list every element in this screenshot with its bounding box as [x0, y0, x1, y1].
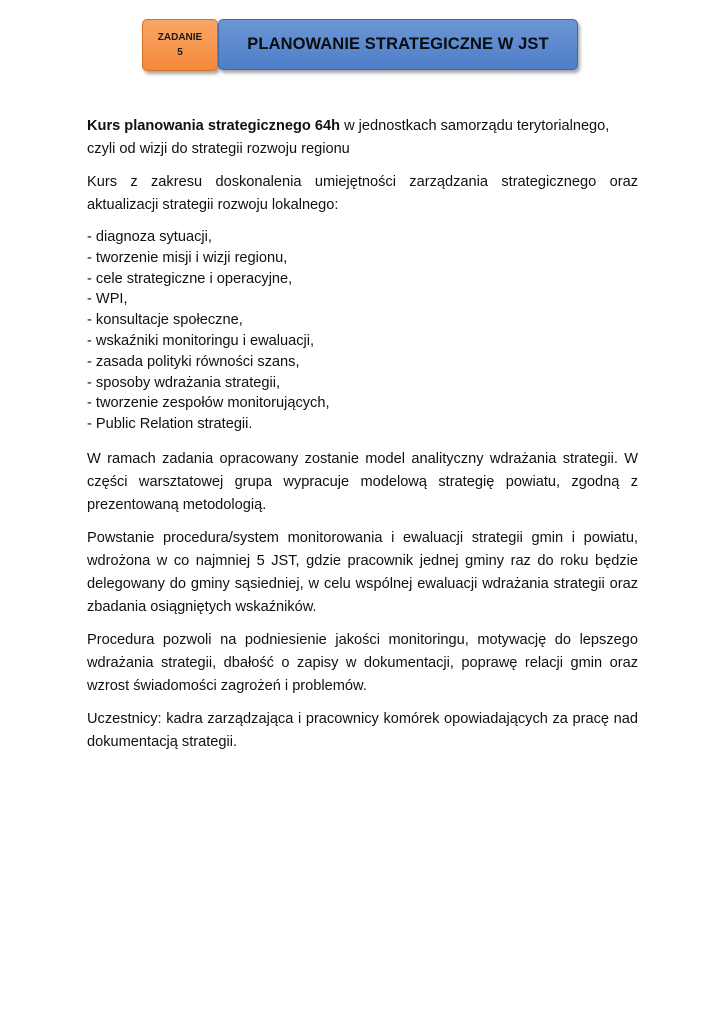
benefits-paragraph: Procedura pozwoli na podniesienie jakości monitoringu, motywację do lepszego wdrażania strategii, dbałość o zapisy w dokumentacji, poprawę relacji gmin oraz wzrost świadomości zagrożeń i problemów.	[87, 631, 638, 694]
list-item: - diagnoza sytuacji,	[87, 229, 212, 245]
list-item: - zasada polityki równości szans,	[87, 353, 300, 370]
task-number-badge	[142, 19, 218, 71]
list-item: - wskaźniki monitoringu i ewaluacji,	[87, 332, 315, 349]
intro-paragraph	[87, 115, 638, 161]
task-number: 5	[177, 47, 183, 58]
participants-paragraph: Uczestnicy: kadra zarządzająca i pracownicy komórek opowiadających za pracę nad dokumentacją strategii.	[87, 710, 638, 750]
model-paragraph: W ramach zadania opracowany zostanie model analityczny wdrażania strategii. W części warsztatowej grupa wypracuje modelową strategię powiatu, zgodną z prezentowaną metodologią.	[87, 450, 638, 513]
procedure-paragraph: Powstanie procedura/system monitorowania i ewaluacji strategii gmin i powiatu, wdrożona w co najmniej 5 JST, gdzie pracownik jednej gminy raz do roku będzie delegowany do gminy sąsiedniej, w celu wspólnej ewaluacji wdrażania strategii oraz zbadania osiągniętych wskaźników.	[87, 529, 638, 615]
list-item: - Public Relation strategii.	[87, 416, 253, 433]
list-item: - cele strategiczne i operacyjne,	[87, 270, 293, 287]
list-item: - WPI,	[87, 291, 128, 308]
topic-list	[87, 227, 638, 435]
list-item: - sposoby wdrażania strategii,	[87, 374, 281, 391]
list-item: - konsultacje społeczne,	[87, 312, 243, 329]
course-name: Kurs planowania strategicznego 64h	[87, 118, 341, 134]
task-label: ZADANIE	[157, 32, 203, 43]
list-item: - tworzenie misji i wizji regionu,	[87, 249, 288, 266]
course-scope: w jednostkach samorządu terytorialnego, czyli od wizji do strategii rozwoju regionu	[87, 118, 610, 157]
course-description: Kurs z zakresu doskonalenia umiejętności zarządzania strategicznego oraz aktualizacji strategii rozwoju lokalnego:	[87, 174, 638, 213]
list-item: - tworzenie zespołów monitorujących,	[87, 395, 330, 412]
title-banner	[218, 19, 578, 70]
document-body	[87, 115, 638, 764]
page-title: PLANOWANIE STRATEGICZNE W JST	[247, 35, 549, 53]
